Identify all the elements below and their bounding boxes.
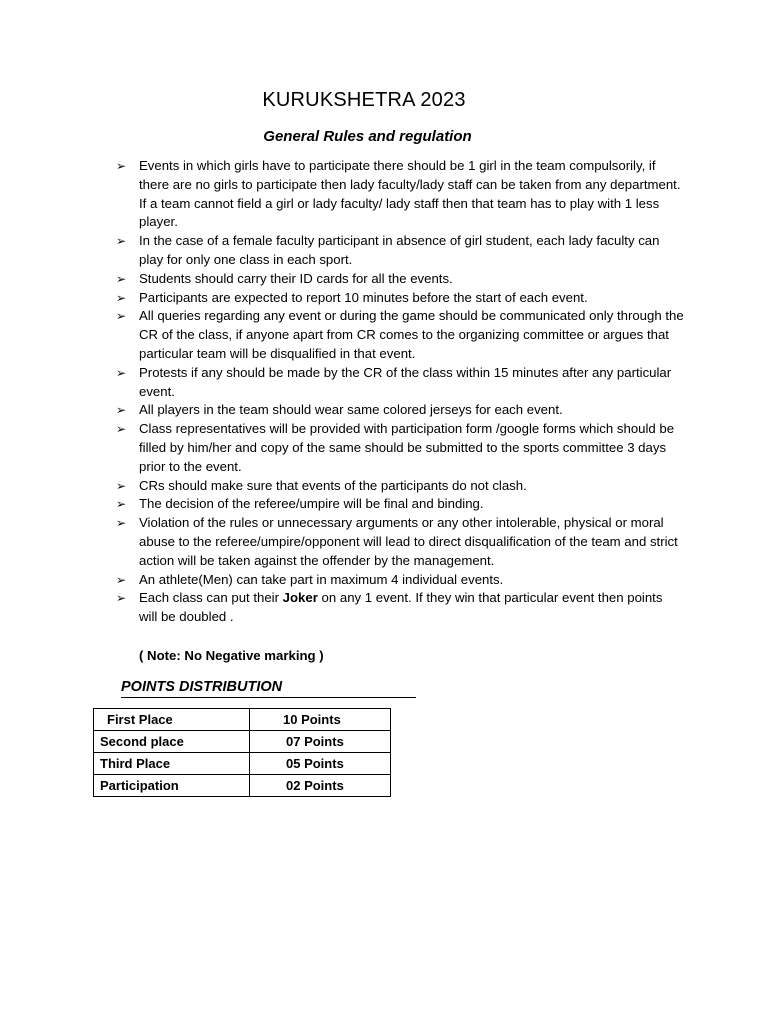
- rule-item-joker: [116, 589, 684, 627]
- points-cell: 05 Points: [250, 753, 391, 775]
- rule-item: [116, 495, 684, 514]
- table-row: [94, 731, 391, 753]
- arrow-bullet-icon: ➢: [116, 309, 127, 324]
- page-title: KURUKSHETRA 2023: [262, 89, 466, 111]
- place-cell: Participation: [94, 775, 250, 797]
- rule-text: Events in which girls have to participate there should be 1 girl in the team compulsorily, if there are no girls to participate then lady faculty/lady staff can be taken from any department. If a team cannot field a girl or lady faculty/ lady staff then that team has to play with 1 less player.: [139, 158, 681, 230]
- table-row: [94, 753, 391, 775]
- arrow-bullet-icon: ➢: [116, 271, 127, 286]
- rule-text: Class representatives will be provided with participation form /google forms which should be filled by him/her and copy of the same should be submitted to the sports committee 3 days prior to the event.: [139, 421, 675, 474]
- rule-item: [116, 477, 684, 496]
- rule-text: All queries regarding any event or during the game should be communicated only through the CR of the class, if anyone apart from CR comes to the organizing committee or argues that particular team will be disqualified in that event.: [139, 308, 684, 361]
- rule-item: [116, 420, 684, 476]
- joker-rule-after: on any 1 event. If they win that particular event then points will be doubled .: [139, 590, 663, 625]
- rule-text: Violation of the rules or unnecessary arguments or any other intolerable, physical or moral abuse to the referee/umpire/opponent will lead to direct disqualification of the team and strict action will be taken against the offender by the management.: [139, 515, 678, 568]
- arrow-bullet-icon: ➢: [116, 516, 127, 531]
- arrow-bullet-icon: ➢: [116, 290, 127, 305]
- rule-text: Participants are expected to report 10 minutes before the start of each event.: [139, 289, 588, 305]
- rule-text: CRs should make sure that events of the participants do not clash.: [139, 477, 527, 493]
- points-cell: 10 Points: [250, 709, 391, 731]
- joker-rule-bold: Joker: [282, 590, 318, 606]
- arrow-bullet-icon: ➢: [116, 497, 127, 512]
- arrow-bullet-icon: ➢: [116, 365, 127, 380]
- arrow-bullet-icon: ➢: [116, 572, 127, 587]
- rule-item: [116, 157, 684, 232]
- page-subtitle: General Rules and regulation: [263, 128, 472, 145]
- arrow-bullet-icon: ➢: [116, 591, 127, 606]
- rule-text: In the case of a female faculty participant in absence of girl student, each lady faculty can play for only one class in each sport.: [139, 233, 660, 267]
- points-table: [93, 708, 391, 797]
- arrow-bullet-icon: ➢: [116, 234, 127, 249]
- rule-item: [116, 364, 684, 402]
- points-heading: POINTS DISTRIBUTION: [121, 677, 416, 698]
- rule-item: [116, 270, 684, 289]
- rule-item: [116, 307, 684, 363]
- rule-text: The decision of the referee/umpire will be final and binding.: [139, 496, 484, 512]
- rule-item: [116, 289, 684, 308]
- rule-item: [116, 514, 684, 570]
- rule-text: Protests if any should be made by the CR of the class within 15 minutes after any particular event.: [139, 364, 672, 399]
- place-cell: First Place: [94, 709, 250, 731]
- rules-list: [116, 157, 684, 627]
- rule-item: [116, 571, 684, 590]
- rule-text: An athlete(Men) can take part in maximum 4 individual events.: [139, 571, 504, 587]
- table-row: [94, 709, 391, 731]
- points-cell: 02 Points: [250, 775, 391, 797]
- place-cell: Third Place: [94, 753, 250, 775]
- arrow-bullet-icon: ➢: [116, 159, 127, 173]
- points-cell: 07 Points: [250, 731, 391, 753]
- rule-text: Students should carry their ID cards for all the events.: [139, 270, 453, 286]
- table-row: [94, 775, 391, 797]
- arrow-bullet-icon: ➢: [116, 403, 127, 418]
- note-text: ( Note: No Negative marking ): [139, 648, 324, 663]
- rule-text: All players in the team should wear same colored jerseys for each event.: [139, 402, 563, 418]
- joker-rule-before: Each class can put their: [139, 590, 283, 606]
- rule-item: [116, 232, 684, 270]
- arrow-bullet-icon: ➢: [116, 478, 127, 493]
- place-cell: Second place: [94, 731, 250, 753]
- arrow-bullet-icon: ➢: [116, 422, 127, 437]
- rule-item: [116, 401, 684, 420]
